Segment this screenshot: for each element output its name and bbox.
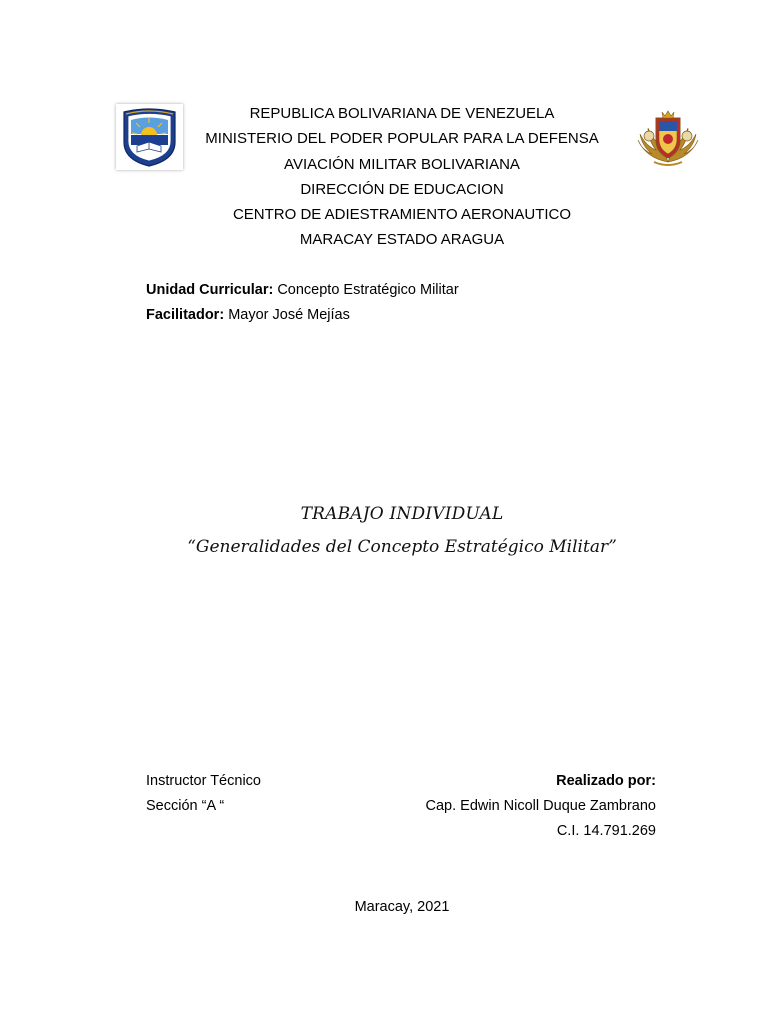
place-and-date: Maracay, 2021 xyxy=(354,899,450,915)
curricular-unit-label: Unidad Curricular: xyxy=(146,282,274,298)
facilitator-row xyxy=(146,303,459,328)
curricular-unit-value: Concepto Estratégico Militar xyxy=(277,282,459,298)
facilitator-value: Mayor José Mejías xyxy=(228,307,350,323)
instructor-label: Instructor Técnico xyxy=(146,773,261,789)
facilitator-label: Facilitador: xyxy=(146,307,225,323)
section-label: Sección “A “ xyxy=(146,798,225,814)
title-work-type: TRABAJO INDIVIDUAL xyxy=(300,504,504,524)
emblem-icon xyxy=(632,106,704,172)
header-line-direction: DIRECCIÓN DE EDUCACION xyxy=(300,180,504,198)
footer-instructor-info xyxy=(146,769,261,819)
institution-header xyxy=(150,101,654,253)
curricular-unit-row xyxy=(146,278,459,303)
header-line-ministry: MINISTERIO DEL PODER POPULAR PARA LA DEFENSA xyxy=(205,130,599,148)
header-line-republic: REPUBLICA BOLIVARIANA DE VENEZUELA xyxy=(249,105,555,122)
author-name: Cap. Edwin Nicoll Duque Zambrano xyxy=(425,798,656,814)
made-by-label: Realizado por: xyxy=(556,773,656,789)
author-id-number: C.I. 14.791.269 xyxy=(556,823,656,839)
document-title xyxy=(100,500,704,564)
footer-author-info xyxy=(426,769,657,844)
header-line-location: MARACAY ESTADO ARAGUA xyxy=(299,231,505,249)
military-aviation-emblem xyxy=(632,106,704,172)
header-line-center: CENTRO DE ADIESTRAMIENTO AERONAUTICO xyxy=(232,206,572,224)
title-subject: “Generalidades del Concepto Estratégico Militar” xyxy=(187,537,617,557)
header-line-aviation: AVIACIÓN MILITAR BOLIVARIANA xyxy=(284,155,520,173)
course-metadata xyxy=(146,278,459,328)
